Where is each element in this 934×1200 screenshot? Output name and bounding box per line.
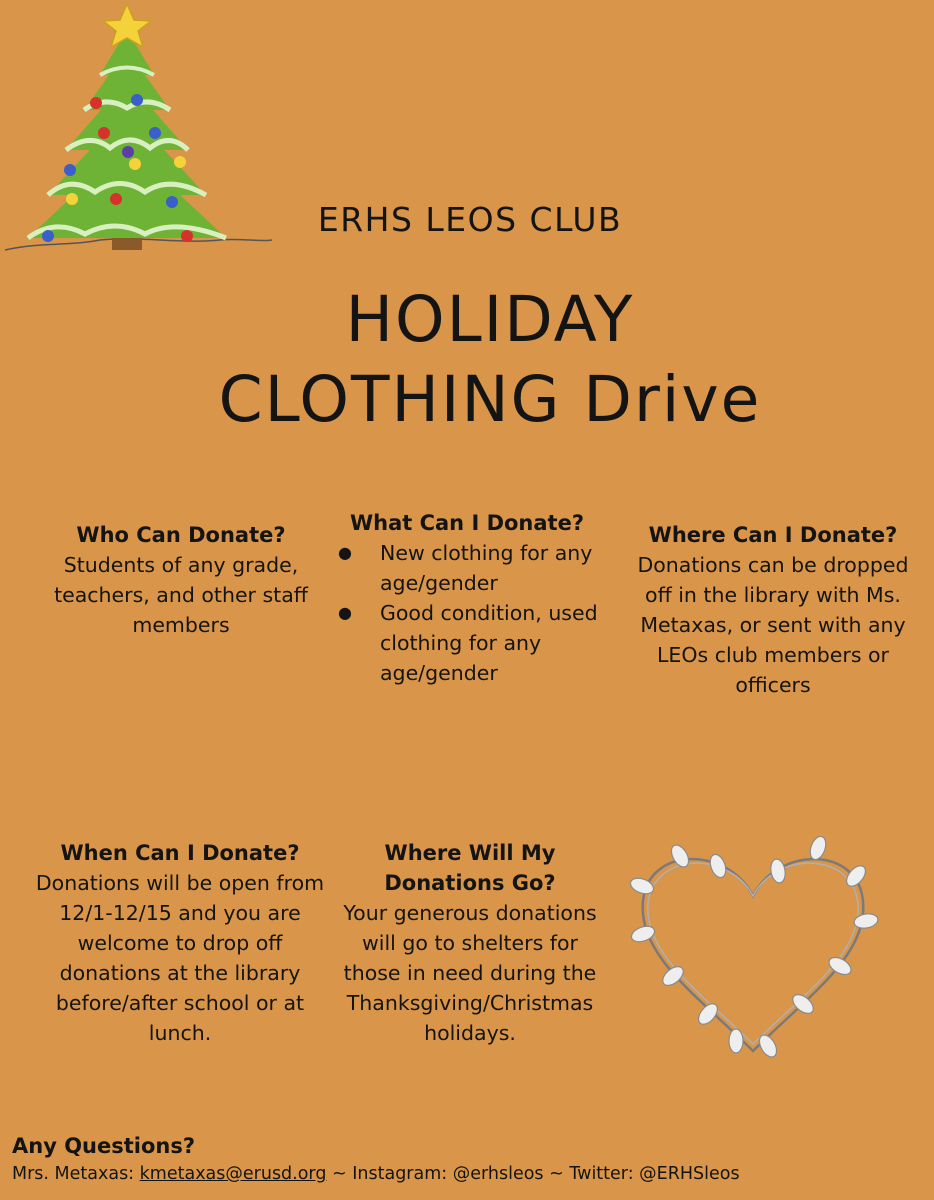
contact-prefix: Mrs. Metaxas: xyxy=(12,1164,140,1184)
where-can-i-donate-section xyxy=(628,520,918,700)
instagram-handle: Instagram: @erhsleos xyxy=(352,1164,544,1184)
heart-lights-icon xyxy=(618,826,888,1071)
page-title xyxy=(110,280,870,440)
list-item: ● New clothing for any age/gender xyxy=(322,538,612,598)
donation-item-list xyxy=(322,538,612,688)
where-donations-go-section xyxy=(332,838,608,1048)
separator: ~ xyxy=(543,1164,570,1184)
contact-line xyxy=(12,1160,922,1188)
contact-footer xyxy=(12,1132,922,1188)
twitter-handle: Twitter: @ERHSleos xyxy=(569,1164,740,1184)
section-body: Donations will be open from 12/1-12/15 and you are welcome to drop off donations at the library before/after school or at lunch. xyxy=(35,871,325,1045)
christmas-tree-icon xyxy=(0,0,275,260)
section-heading: Where Can I Donate? xyxy=(648,523,898,547)
email-link[interactable]: kmetaxas@erusd.org xyxy=(139,1164,327,1184)
section-heading: When Can I Donate? xyxy=(60,841,300,865)
section-body: Donations can be dropped off in the library with Ms. Metaxas, or sent with any LEOs club members or officers xyxy=(637,553,909,697)
who-can-donate-section xyxy=(36,520,326,640)
section-heading: Where Will My Donations Go? xyxy=(384,841,556,895)
footer-heading: Any Questions? xyxy=(12,1134,196,1158)
separator: ~ xyxy=(326,1164,353,1184)
section-body: Students of any grade, teachers, and other staff members xyxy=(54,553,308,637)
section-heading: What Can I Donate? xyxy=(349,511,585,535)
title-line-2: CLOTHING Drive xyxy=(218,363,762,436)
list-item: ● Good condition, used clothing for any age/gender xyxy=(322,598,612,688)
section-heading: Who Can Donate? xyxy=(76,523,286,547)
club-name: ERHS LEOS CLUB xyxy=(317,200,623,239)
section-body: Your generous donations will go to shelters for those in need during the Thanksgiving/Christmas holidays. xyxy=(343,901,597,1045)
when-can-i-donate-section xyxy=(30,838,330,1048)
title-line-1: HOLIDAY xyxy=(345,283,635,356)
what-can-i-donate-section xyxy=(322,508,612,688)
